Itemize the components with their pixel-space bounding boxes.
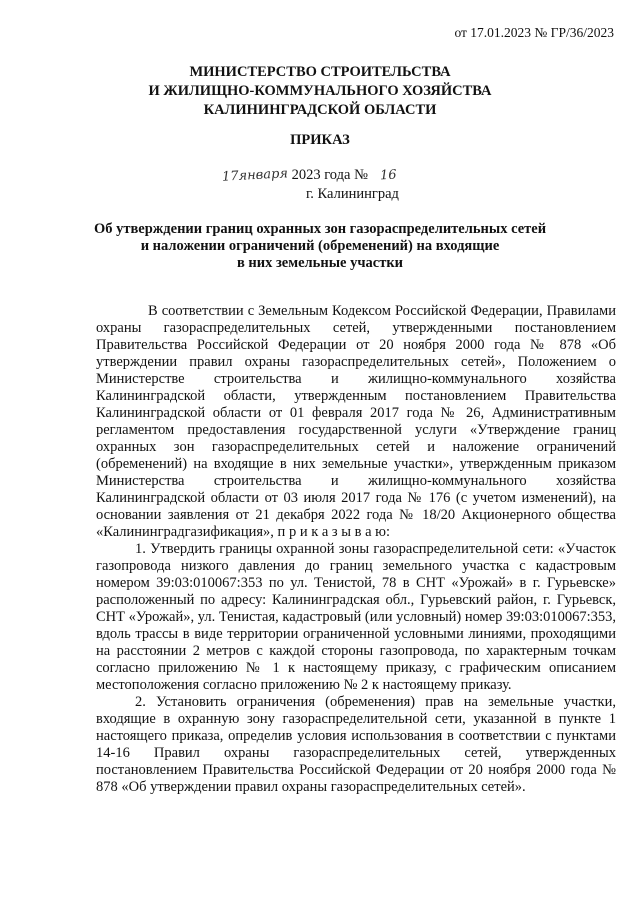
order-item-2: 2. Установить ограничения (обременения) прав на земельные участки, входящие в охранную зону газораспределительной сети, указанной в пункте 1 настоящего приказа, определив условия использования в соответствии с пунктами 14-16 Правил охраны газораспределительных сетей, утвержденных постановлением Правительства Российской Федерации от 20 ноября 2000 года № 878 «Об утверждении правил охраны газораспределительных сетей». [96, 694, 616, 795]
order-title: ПРИКАЗ [290, 132, 350, 148]
preamble-paragraph: В соответствии с Земельным Кодексом Российской Федерации, Правилами охраны газораспределительных сетей, утвержденными постановлением Правительства Российской Федерации от 20 ноября 2000 года № 878 «Об утверждении правил охраны газораспределительных сетей», Положением о Министерстве строительства и жилищно-коммунального хозяйства Калининградской области, утвержденным постановлением Правительства Калининградской области от 01 февраля 2017 года № 26, Административным регламентом предоставления государственной услуги «Утверждение границ охранных зон газораспределительных сетей и наложение ограничений (обременений) на входящие в них земельные участки», утвержденным приказом Министерства строительства и жилищно-коммунального хозяйства Калининградской области от 03 июля 2017 года № 176 (с учетом изменений), на основании заявления от 21 декабря 2022 года № 18/20 Акционерного общества «Калининградгазификация», п р и к а з ы в а ю: [96, 303, 616, 540]
handwritten-date: 17января [221, 166, 289, 185]
ministry-line-2: И ЖИЛИЩНО-КОММУНАЛЬНОГО ХОЗЯЙСТВА [148, 83, 492, 99]
order-item-1: 1. Утвердить границы охранной зоны газораспределительной сети: «Участок газопровода низкого давления до границ земельного участка с кадастровым номером 39:03:010067:353 по ул. Тенистой, 78 в СНТ «Урожай» в г. Гурьевске» расположенный по адресу: Калининградская обл., Гурьевский район, г. Гурьевск, СНТ «Урожай», ул. Тенистая, кадастровый (или условный) номер 39:03:010067:353, вдоль трассы в виде территории ограниченной условными линиями, проходящими на расстоянии 2 метров с каждой стороны газопровода, по характерным точкам согласно приложению № 1 к настоящему приказу, с графическим описанием местоположения согласно приложению № 2 к настоящему приказу. [96, 541, 617, 693]
order-subject [0, 221, 640, 272]
subject-line-1: Об утверждении границ охранных зон газораспределительных сетей [93, 221, 547, 237]
ministry-line-3: КАЛИНИНГРАДСКОЙ ОБЛАСТИ [203, 102, 437, 118]
ministry-name [0, 63, 640, 120]
date-text: 2023 года № [291, 167, 368, 183]
order-body [96, 303, 616, 796]
document-reference: от 17.01.2023 № ГР/36/2023 [454, 25, 614, 40]
ministry-line-1: МИНИСТЕРСТВО СТРОИТЕЛЬСТВА [189, 64, 451, 80]
order-date-line [222, 167, 396, 184]
handwritten-number: 16 [379, 167, 397, 184]
subject-line-2: и наложении ограничений (обременений) на входящие [140, 238, 500, 254]
subject-line-3: в них земельные участки [236, 255, 404, 271]
city: г. Калининград [306, 186, 399, 202]
